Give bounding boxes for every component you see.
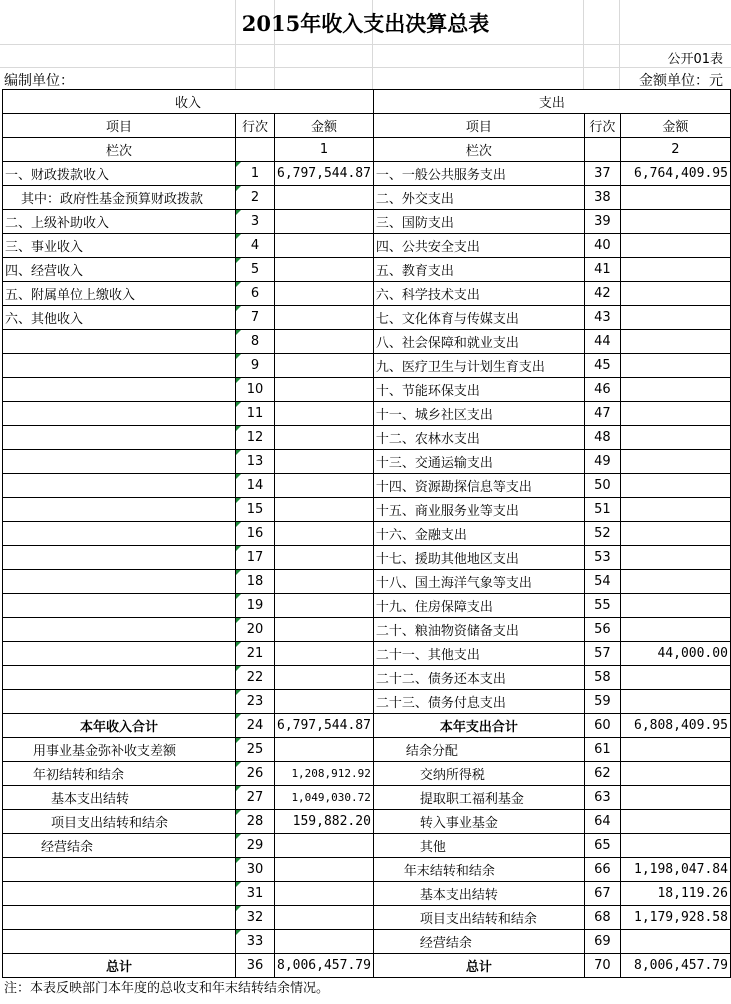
form-number: 公开01表: [667, 52, 723, 67]
expense-item-cell[interactable]: 十七、援助其他地区支出: [373, 546, 584, 570]
expense-rowno-cell[interactable]: 51: [584, 498, 620, 522]
income-rowno-cell[interactable]: 1: [236, 162, 275, 186]
income-item-cell[interactable]: [3, 354, 236, 378]
expense-rowno-cell[interactable]: 62: [584, 762, 620, 786]
income-amount-cell[interactable]: [275, 834, 374, 858]
income-item-cell[interactable]: 二、上级补助收入: [3, 210, 236, 234]
expense-item-cell[interactable]: 十二、农林水支出: [373, 426, 584, 450]
income-item-cell[interactable]: [3, 450, 236, 474]
income-rowno-cell[interactable]: 10: [236, 378, 275, 402]
expense-item-cell[interactable]: 十、节能环保支出: [373, 378, 584, 402]
income-rowno-cell[interactable]: 21: [236, 642, 275, 666]
table-row: [3, 426, 731, 450]
income-section-header[interactable]: 收入: [3, 90, 374, 114]
expense-rowno-cell[interactable]: 42: [584, 282, 620, 306]
income-amount-cell[interactable]: [275, 738, 374, 762]
income-amount-cell[interactable]: [275, 426, 374, 450]
expense-amount-cell[interactable]: [620, 522, 730, 546]
budget-table: [2, 89, 731, 978]
income-rowno-cell[interactable]: 29: [236, 834, 275, 858]
income-item-cell[interactable]: 三、事业收入: [3, 234, 236, 258]
expense-amount-cell[interactable]: [620, 450, 730, 474]
income-item-cell[interactable]: [3, 378, 236, 402]
income-amount-cell[interactable]: [275, 858, 374, 882]
table-row: [3, 354, 731, 378]
expense-amount-cell[interactable]: 6,764,409.95: [620, 162, 730, 186]
expense-amount-cell[interactable]: [620, 546, 730, 570]
expense-rowno-cell[interactable]: 67: [584, 882, 620, 906]
income-item-cell[interactable]: [3, 330, 236, 354]
table-row: [3, 666, 731, 690]
table-row: [3, 690, 731, 714]
table-row: [3, 858, 731, 882]
table-footnote: 注：本表反映部门本年度的总收支和年末结转结余情况。: [4, 981, 330, 996]
expense-item-cell[interactable]: 八、社会保障和就业支出: [373, 330, 584, 354]
table-row: [3, 762, 731, 786]
income-rowno-cell[interactable]: 6: [236, 282, 275, 306]
expense-lanci-label[interactable]: 栏次: [373, 138, 584, 162]
column-index-row: [3, 138, 731, 162]
expense-amount-cell[interactable]: 8,006,457.79: [620, 954, 730, 978]
expense-rowno-cell[interactable]: 47: [584, 402, 620, 426]
income-amount-cell[interactable]: [275, 594, 374, 618]
expense-amount-cell[interactable]: 1,198,047.84: [620, 858, 730, 882]
table-row: [3, 882, 731, 906]
expense-rowno-cell[interactable]: 54: [584, 570, 620, 594]
expense-amount-cell[interactable]: [620, 786, 730, 810]
income-amount-cell[interactable]: [275, 666, 374, 690]
income-rowno-cell[interactable]: 12: [236, 426, 275, 450]
income-amount-cell[interactable]: [275, 522, 374, 546]
income-item-cell[interactable]: 四、经营收入: [3, 258, 236, 282]
expense-item-cell[interactable]: 二、外交支出: [373, 186, 584, 210]
column-header-row: [3, 114, 731, 138]
expense-amount-cell[interactable]: [620, 258, 730, 282]
expense-rowno-cell[interactable]: 40: [584, 234, 620, 258]
expense-item-cell[interactable]: 二十三、债务付息支出: [373, 690, 584, 714]
expense-rowno-cell[interactable]: 50: [584, 474, 620, 498]
expense-rowno-cell[interactable]: 65: [584, 834, 620, 858]
income-item-cell[interactable]: [3, 666, 236, 690]
table-row: [3, 210, 731, 234]
income-amount-cell[interactable]: [275, 402, 374, 426]
expense-rowno-cell[interactable]: 69: [584, 930, 620, 954]
income-rowno-cell[interactable]: 22: [236, 666, 275, 690]
expense-rowno-cell[interactable]: 39: [584, 210, 620, 234]
income-item-cell[interactable]: 五、附属单位上缴收入: [3, 282, 236, 306]
expense-item-cell[interactable]: 十六、金融支出: [373, 522, 584, 546]
expense-rowno-cell[interactable]: 70: [584, 954, 620, 978]
expense-item-cell[interactable]: 九、医疗卫生与计划生育支出: [373, 354, 584, 378]
table-row: [3, 498, 731, 522]
income-rowno-cell[interactable]: 20: [236, 618, 275, 642]
expense-amount-cell[interactable]: 6,808,409.95: [620, 714, 730, 738]
expense-item-cell[interactable]: 结余分配: [373, 738, 584, 762]
income-amount-cell[interactable]: [275, 306, 374, 330]
table-row: [3, 522, 731, 546]
income-amount-cell[interactable]: 1,049,030.72: [275, 786, 374, 810]
income-rowno-cell[interactable]: 19: [236, 594, 275, 618]
expense-amount-cell[interactable]: 1,179,928.58: [620, 906, 730, 930]
table-row: [3, 258, 731, 282]
expense-amount-cell[interactable]: [620, 570, 730, 594]
expense-item-cell[interactable]: 经营结余: [373, 930, 584, 954]
table-row: [3, 642, 731, 666]
expense-amount-cell[interactable]: [620, 618, 730, 642]
income-amount-cell[interactable]: [275, 378, 374, 402]
expense-item-cell[interactable]: 年末结转和结余: [373, 858, 584, 882]
income-item-cell[interactable]: 基本支出结转: [3, 786, 236, 810]
table-row: [3, 162, 731, 186]
income-amount-cell[interactable]: [275, 906, 374, 930]
expense-item-cell[interactable]: 提取职工福利基金: [373, 786, 584, 810]
income-rowno-cell[interactable]: 5: [236, 258, 275, 282]
expense-item-cell[interactable]: 十八、国土海洋气象等支出: [373, 570, 584, 594]
income-item-cell[interactable]: [3, 498, 236, 522]
income-amount-cell[interactable]: [275, 450, 374, 474]
table-row: [3, 186, 731, 210]
expense-lanci-blank[interactable]: [584, 138, 620, 162]
expense-item-cell[interactable]: 二十二、债务还本支出: [373, 666, 584, 690]
income-rowno-cell[interactable]: 27: [236, 786, 275, 810]
expense-item-cell[interactable]: 十一、城乡社区支出: [373, 402, 584, 426]
expense-amount-cell[interactable]: [620, 426, 730, 450]
income-item-cell[interactable]: 六、其他收入: [3, 306, 236, 330]
income-rowno-cell[interactable]: 4: [236, 234, 275, 258]
expense-amount-cell[interactable]: [620, 738, 730, 762]
expense-rowno-cell[interactable]: 59: [584, 690, 620, 714]
expense-item-cell[interactable]: 转入事业基金: [373, 810, 584, 834]
income-rowno-cell[interactable]: 8: [236, 330, 275, 354]
income-amount-cell[interactable]: [275, 282, 374, 306]
income-rowno-cell[interactable]: 23: [236, 690, 275, 714]
expense-item-cell[interactable]: 项目支出结转和结余: [373, 906, 584, 930]
income-rowno-cell[interactable]: 18: [236, 570, 275, 594]
expense-item-cell[interactable]: 十四、资源勘探信息等支出: [373, 474, 584, 498]
expense-amount-cell[interactable]: 44,000.00: [620, 642, 730, 666]
income-item-cell[interactable]: 其中：政府性基金预算财政拨款: [3, 186, 236, 210]
expense-rowno-cell[interactable]: 43: [584, 306, 620, 330]
table-row: [3, 402, 731, 426]
expense-item-cell[interactable]: 其他: [373, 834, 584, 858]
income-item-cell[interactable]: [3, 594, 236, 618]
expense-item-cell[interactable]: 三、国防支出: [373, 210, 584, 234]
table-row: [3, 450, 731, 474]
expense-item-cell[interactable]: 二十一、其他支出: [373, 642, 584, 666]
expense-rowno-cell[interactable]: 46: [584, 378, 620, 402]
expense-rowno-cell[interactable]: 55: [584, 594, 620, 618]
expense-rowno-cell[interactable]: 60: [584, 714, 620, 738]
income-rowno-cell[interactable]: 7: [236, 306, 275, 330]
income-amount-cell[interactable]: [275, 474, 374, 498]
expense-rowno-cell[interactable]: 58: [584, 666, 620, 690]
table-row: [3, 618, 731, 642]
expense-rowno-cell[interactable]: 61: [584, 738, 620, 762]
expense-rowno-cell[interactable]: 49: [584, 450, 620, 474]
expense-rowno-cell[interactable]: 52: [584, 522, 620, 546]
income-amount-cell[interactable]: [275, 930, 374, 954]
expense-amount-cell[interactable]: [620, 186, 730, 210]
income-item-cell[interactable]: 经营结余: [3, 834, 236, 858]
table-row: [3, 786, 731, 810]
income-rowno-cell[interactable]: 33: [236, 930, 275, 954]
income-item-cell[interactable]: [3, 522, 236, 546]
income-rowno-cell[interactable]: 28: [236, 810, 275, 834]
expense-rowno-cell[interactable]: 64: [584, 810, 620, 834]
table-row: [3, 906, 731, 930]
income-amount-cell[interactable]: 8,006,457.79: [275, 954, 374, 978]
expense-item-cell[interactable]: 二十、粮油物资储备支出: [373, 618, 584, 642]
income-rowno-cell[interactable]: 3: [236, 210, 275, 234]
income-amount-cell[interactable]: [275, 882, 374, 906]
expense-rowno-cell[interactable]: 45: [584, 354, 620, 378]
expense-rowno-cell[interactable]: 48: [584, 426, 620, 450]
expense-section-header[interactable]: 支出: [373, 90, 730, 114]
income-lanci-blank[interactable]: [236, 138, 275, 162]
expense-item-cell[interactable]: 六、科学技术支出: [373, 282, 584, 306]
income-rowno-cell[interactable]: 9: [236, 354, 275, 378]
expense-item-cell[interactable]: 七、文化体育与传媒支出: [373, 306, 584, 330]
table-row: [3, 330, 731, 354]
income-rowno-cell[interactable]: 30: [236, 858, 275, 882]
income-amount-cell[interactable]: 6,797,544.87: [275, 714, 374, 738]
expense-rowno-cell[interactable]: 53: [584, 546, 620, 570]
table-row: [3, 306, 731, 330]
table-row: [3, 378, 731, 402]
income-amount-cell[interactable]: [275, 690, 374, 714]
income-rowno-cell[interactable]: 16: [236, 522, 275, 546]
income-rowno-cell[interactable]: 31: [236, 882, 275, 906]
income-rowno-cell[interactable]: 25: [236, 738, 275, 762]
expense-item-cell[interactable]: 四、公共安全支出: [373, 234, 584, 258]
income-item-cell[interactable]: [3, 690, 236, 714]
expense-item-cell[interactable]: 总计: [373, 954, 584, 978]
table-row: [3, 738, 731, 762]
expense-amount-cell[interactable]: [620, 234, 730, 258]
table-row: [3, 234, 731, 258]
income-item-cell[interactable]: 本年收入合计: [3, 714, 236, 738]
income-amount-cell[interactable]: [275, 234, 374, 258]
income-item-cell[interactable]: [3, 882, 236, 906]
income-item-cell[interactable]: [3, 906, 236, 930]
income-item-cell[interactable]: [3, 858, 236, 882]
income-amount-cell[interactable]: 1,208,912.92: [275, 762, 374, 786]
income-item-cell[interactable]: [3, 642, 236, 666]
table-row: [3, 474, 731, 498]
expense-item-cell[interactable]: 一、一般公共服务支出: [373, 162, 584, 186]
income-item-cell[interactable]: [3, 402, 236, 426]
expense-rowno-cell[interactable]: 41: [584, 258, 620, 282]
income-rowno-header[interactable]: 行次: [236, 114, 275, 138]
income-amount-cell[interactable]: [275, 570, 374, 594]
expense-amount-cell[interactable]: [620, 594, 730, 618]
income-item-cell[interactable]: 年初结转和结余: [3, 762, 236, 786]
income-rowno-cell[interactable]: 11: [236, 402, 275, 426]
income-amount-header[interactable]: 金额: [275, 114, 374, 138]
expense-amount-cell[interactable]: [620, 330, 730, 354]
expense-rowno-cell[interactable]: 63: [584, 786, 620, 810]
expense-item-header[interactable]: 项目: [373, 114, 584, 138]
table-row: [3, 546, 731, 570]
expense-rowno-cell[interactable]: 68: [584, 906, 620, 930]
income-amount-cell[interactable]: [275, 618, 374, 642]
expense-amount-cell[interactable]: [620, 354, 730, 378]
income-rowno-cell[interactable]: 14: [236, 474, 275, 498]
income-item-cell[interactable]: [3, 426, 236, 450]
table-row: [3, 282, 731, 306]
income-amount-cell[interactable]: [275, 210, 374, 234]
income-amount-cell[interactable]: 159,882.20: [275, 810, 374, 834]
expense-rowno-cell[interactable]: 57: [584, 642, 620, 666]
expense-rowno-cell[interactable]: 56: [584, 618, 620, 642]
expense-rowno-header[interactable]: 行次: [584, 114, 620, 138]
income-rowno-cell[interactable]: 36: [236, 954, 275, 978]
income-item-cell[interactable]: 一、财政拨款收入: [3, 162, 236, 186]
table-row: [3, 570, 731, 594]
expense-amount-cell[interactable]: [620, 378, 730, 402]
table-row: [3, 810, 731, 834]
expense-amount-cell[interactable]: [620, 666, 730, 690]
table-row: [3, 930, 731, 954]
table-row: [3, 594, 731, 618]
expense-amount-cell[interactable]: [620, 402, 730, 426]
expense-amount-cell[interactable]: [620, 834, 730, 858]
income-col-index[interactable]: 1: [275, 138, 374, 162]
income-item-header[interactable]: 项目: [3, 114, 236, 138]
expense-amount-cell[interactable]: [620, 762, 730, 786]
report-title: 2015年收入支出决算总表: [241, 11, 490, 36]
expense-item-cell[interactable]: 基本支出结转: [373, 882, 584, 906]
income-amount-cell[interactable]: [275, 642, 374, 666]
income-item-cell[interactable]: [3, 474, 236, 498]
gridline: [0, 44, 731, 45]
expense-rowno-cell[interactable]: 44: [584, 330, 620, 354]
expense-col-index[interactable]: 2: [620, 138, 730, 162]
expense-amount-header[interactable]: 金额: [620, 114, 730, 138]
expense-amount-cell[interactable]: [620, 498, 730, 522]
expense-item-cell[interactable]: 十九、住房保障支出: [373, 594, 584, 618]
table-row: [3, 714, 731, 738]
income-item-cell[interactable]: [3, 618, 236, 642]
expense-amount-cell[interactable]: [620, 210, 730, 234]
expense-item-cell[interactable]: 本年支出合计: [373, 714, 584, 738]
income-item-cell[interactable]: [3, 930, 236, 954]
income-amount-cell[interactable]: [275, 546, 374, 570]
income-amount-cell[interactable]: [275, 186, 374, 210]
income-rowno-cell[interactable]: 26: [236, 762, 275, 786]
income-rowno-cell[interactable]: 15: [236, 498, 275, 522]
income-rowno-cell[interactable]: 13: [236, 450, 275, 474]
income-item-cell[interactable]: 用事业基金弥补收支差额: [3, 738, 236, 762]
income-amount-cell[interactable]: [275, 258, 374, 282]
expense-amount-cell[interactable]: [620, 930, 730, 954]
gridline: [0, 67, 731, 68]
expense-item-cell[interactable]: 交纳所得税: [373, 762, 584, 786]
expense-amount-cell[interactable]: [620, 282, 730, 306]
table-row: [3, 834, 731, 858]
expense-rowno-cell[interactable]: 66: [584, 858, 620, 882]
section-header-row: [3, 90, 731, 114]
income-item-cell[interactable]: 总计: [3, 954, 236, 978]
amount-unit-label: 金额单位：元: [639, 73, 723, 89]
expense-item-cell[interactable]: 十三、交通运输支出: [373, 450, 584, 474]
income-amount-cell[interactable]: 6,797,544.87: [275, 162, 374, 186]
income-item-cell[interactable]: 项目支出结转和结余: [3, 810, 236, 834]
compiling-unit-label: 编制单位：: [4, 73, 74, 89]
expense-amount-cell[interactable]: [620, 810, 730, 834]
income-item-cell[interactable]: [3, 546, 236, 570]
income-lanci-label[interactable]: 栏次: [3, 138, 236, 162]
expense-amount-cell[interactable]: [620, 690, 730, 714]
expense-amount-cell[interactable]: [620, 474, 730, 498]
expense-rowno-cell[interactable]: 37: [584, 162, 620, 186]
income-rowno-cell[interactable]: 32: [236, 906, 275, 930]
expense-amount-cell[interactable]: 18,119.26: [620, 882, 730, 906]
income-rowno-cell[interactable]: 17: [236, 546, 275, 570]
income-rowno-cell[interactable]: 24: [236, 714, 275, 738]
expense-item-cell[interactable]: 五、教育支出: [373, 258, 584, 282]
income-item-cell[interactable]: [3, 570, 236, 594]
expense-amount-cell[interactable]: [620, 306, 730, 330]
expense-rowno-cell[interactable]: 38: [584, 186, 620, 210]
expense-item-cell[interactable]: 十五、商业服务业等支出: [373, 498, 584, 522]
income-amount-cell[interactable]: [275, 498, 374, 522]
income-amount-cell[interactable]: [275, 354, 374, 378]
income-rowno-cell[interactable]: 2: [236, 186, 275, 210]
income-amount-cell[interactable]: [275, 330, 374, 354]
table-row: [3, 954, 731, 978]
